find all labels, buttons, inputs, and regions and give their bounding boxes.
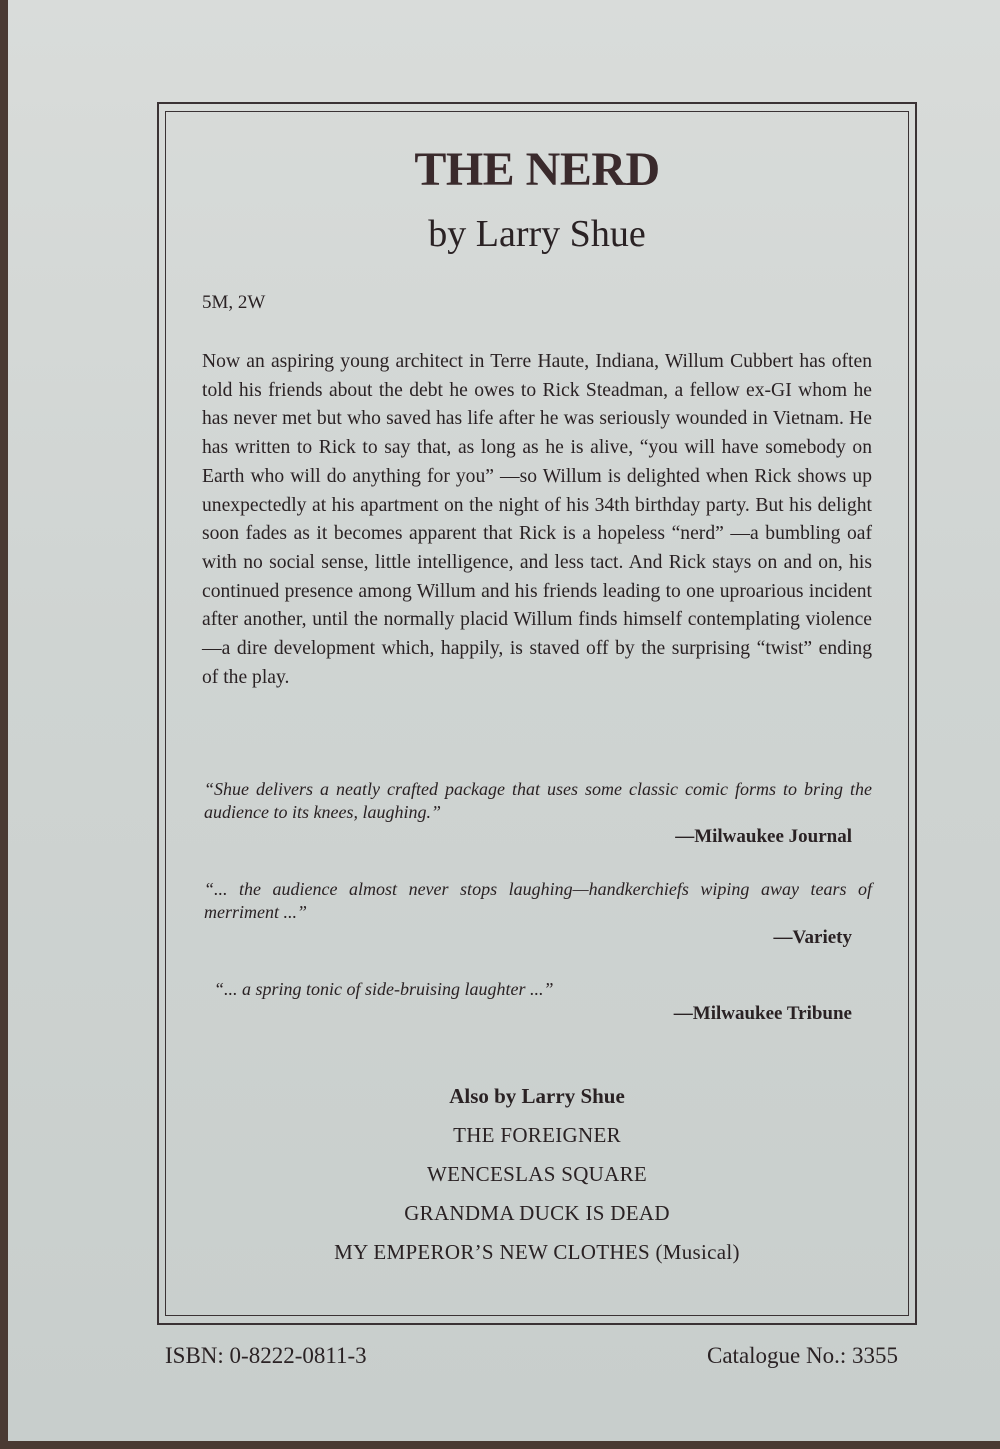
also-by-title: THE FOREIGNER	[453, 1123, 621, 1147]
review-quote-3: “... a spring tonic of side-bruising laughter ...”	[214, 979, 554, 999]
inner-border-frame	[165, 111, 909, 1316]
also-by-title: WENCESLAS SQUARE	[426, 1162, 648, 1186]
review-source-1: —Milwaukee Journal	[675, 826, 852, 847]
review-source-2: —Variety	[773, 927, 852, 948]
isbn-label: ISBN: 0-8222-0811-3	[165, 1343, 367, 1368]
also-by-heading: Also by Larry Shue	[449, 1084, 625, 1108]
catalogue-number: Catalogue No.: 3355	[707, 1343, 898, 1368]
review-source-3: —Milwaukee Tribune	[673, 1003, 852, 1024]
book-back-cover	[8, 0, 1000, 1441]
author-line: by Larry Shue	[428, 213, 646, 255]
also-by-section	[166, 1077, 908, 1272]
also-by-title: GRANDMA DUCK IS DEAD	[404, 1201, 670, 1225]
book-title: THE NERD	[414, 143, 660, 196]
review-quote-1: “Shue delivers a neatly crafted package that uses some classic comic forms to bring the audience to its knees, laughing.”	[204, 779, 872, 822]
review-quote-2: “... the audience almost never stops laughing—handkerchiefs wiping away tears of merriment ...”	[204, 879, 872, 922]
cast-size: 5M, 2W	[202, 292, 266, 313]
also-by-title: MY EMPEROR’S NEW CLOTHES (Musical)	[334, 1240, 740, 1264]
outer-border-frame	[157, 102, 917, 1325]
synopsis-paragraph: Now an aspiring young architect in Terre Haute, Indiana, Willum Cubbert has often told his friends about the debt he owes to Rick Steadman, a fellow ex-GI whom he has never met but who saved has life after he was seriously wounded in Vietnam. He has written to Rick to say that, as long as he is alive, “you will have somebody on Earth who will do anything for you” —so Willum is delighted when Rick shows up unexpectedly at his apartment on the night of his 34th birthday party. But his delight soon fades as it becomes apparent that Rick is a hopeless “nerd” —a bumbling oaf with no social sense, little intelligence, and less tact. And Rick stays on and on, his continued presence among Willum and his friends leading to one uproarious incident after another, until the normally placid Willum finds himself contemplating violence—a dire development which, happily, is staved off by the surprising “twist” ending of the play.	[202, 351, 872, 688]
